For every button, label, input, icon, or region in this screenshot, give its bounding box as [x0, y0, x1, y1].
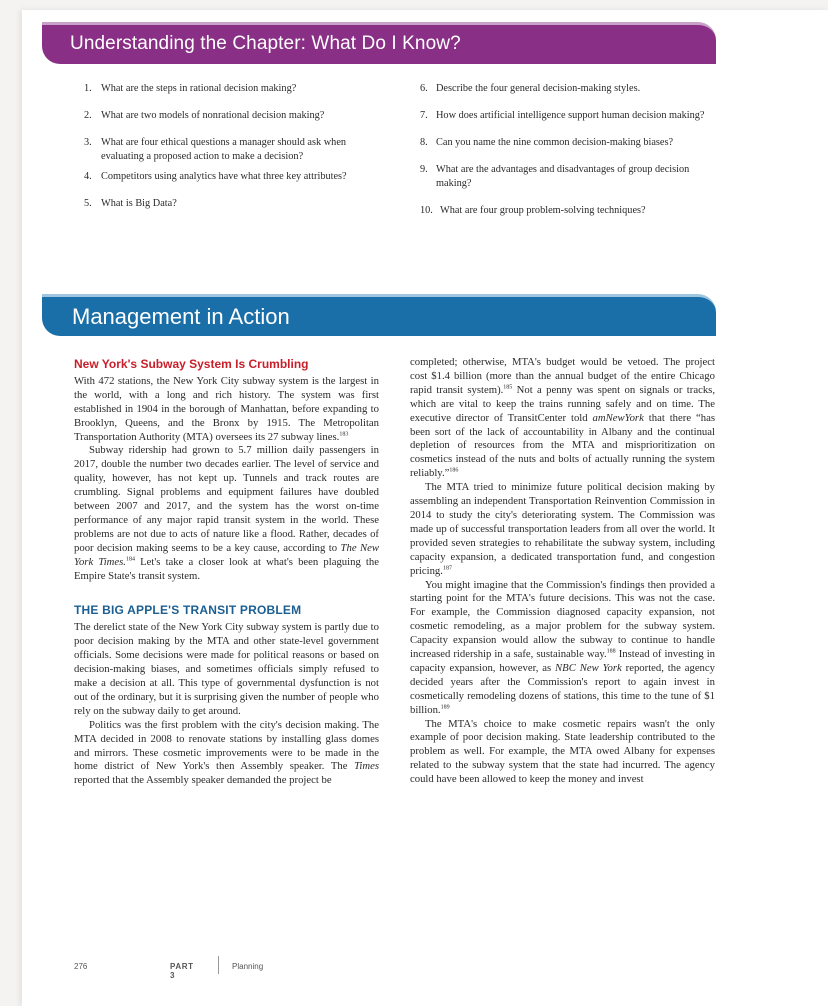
questions-right-column [420, 82, 720, 231]
questions-left-column [84, 82, 379, 224]
chapter-review-banner [42, 22, 716, 64]
management-in-action-title: Management in Action [72, 304, 290, 329]
publication-name: The New York Times. [74, 541, 380, 568]
question-number: 7. [420, 110, 428, 121]
question-number: 3. [84, 137, 92, 148]
management-in-action-banner [42, 294, 716, 336]
question-item [420, 204, 720, 218]
footnote-ref: 187 [442, 565, 452, 572]
part-label: PART 3 [170, 962, 194, 980]
question-number: 1. [84, 83, 92, 94]
article-paragraph: With 472 stations, the New York City subway system is the largest in the world, with a long and rich history. The system was first established in 1904 in the borough of Manhattan, before expanding to Brooklyn, Queens, and the Bronx by 1915. The Metropolitan Transportation Authority (MTA) oversees its 27 subway lines.$^{183}$ [74, 374, 379, 443]
question-number: 4. [84, 171, 92, 182]
question-item [84, 197, 379, 211]
article-paragraph: Politics was the first problem with the city's decision making. The MTA decided in 2008 to renovate stations by installing glass domes and mirrors. These cosmetic improvements were to be made in the home district of New York's then Assembly speaker. The Times reported that the Assembly speaker demanded the project be [74, 718, 380, 787]
question-text: What are four group problem-solving techniques? [440, 205, 646, 216]
section-label: Planning [232, 962, 264, 971]
chapter-review-title: Understanding the Chapter: What Do I Know? [70, 33, 461, 54]
article-paragraph: Subway ridership had grown to 5.7 million daily passengers in 2017, double the number two decades earlier. The level of service and quality, however, has not kept up. Tunnels and track routes are crumbling. Signal problems and equipment failures have doubled between 2007 and 2017, and the system has the worst on-time performance of any major rapid transit system in the world. These problems are not due to acts of nature like a flood. Rather, decades of poor decision making seems to be a key cause, according to The New York Times.$^{184}$ Let's take a closer look at what's been plaguing the Empire State's transit system. [74, 444, 380, 582]
footer-divider [218, 956, 219, 974]
question-text: What are four ethical questions a manager should ask when evaluating a proposed action to make a decision? [101, 137, 347, 162]
publication-name: Times [354, 760, 380, 773]
footnote-ref: 184 [125, 556, 135, 563]
publication-name: NBC New York [555, 661, 622, 674]
question-item [420, 82, 720, 96]
question-item [420, 163, 720, 191]
article-subheading: THE BIG APPLE'S TRANSIT PROBLEM [74, 602, 302, 617]
question-item [84, 170, 379, 184]
question-text: What are two models of nonrational decision making? [101, 110, 325, 121]
question-number: 2. [84, 110, 92, 121]
question-number: 8. [420, 137, 428, 148]
question-number: 5. [84, 198, 92, 209]
article-heading: New York's Subway System Is Crumbling [74, 357, 309, 371]
article-right-column [410, 356, 715, 787]
question-item [420, 136, 720, 150]
footnote-ref: 183 [339, 430, 349, 437]
publication-name: amNewYork [592, 411, 644, 424]
question-text: Can you name the nine common decision-making biases? [436, 137, 674, 148]
question-text: What is Big Data? [101, 198, 177, 209]
question-item [84, 136, 379, 164]
question-number: 9. [420, 164, 428, 175]
question-item [420, 109, 720, 123]
article-paragraph: The MTA's choice to make cosmetic repairs wasn't the only example of poor decision making. State leadership contributed to the problem as well. For example, the MTA owed Albany for expenses related to the subway system that the state had incurred. The agency could have been allowed to keep the money and invest [410, 717, 715, 786]
question-text: Competitors using analytics have what three key attributes? [101, 171, 347, 182]
footnote-ref: 189 [440, 704, 450, 711]
question-item [84, 109, 379, 123]
footnote-ref: 188 [606, 648, 616, 655]
article-paragraph: The MTA tried to minimize future political decision making by assembling an independent Transportation Reinvention Commission in 2014 to study the city's deteriorating system. The Commission was made up of successful transportation leaders from all over the world. It provided seven strategies to rehabilitate the subway system, including capacity expansion, a dedicated transportation fund, and congestion pricing.$^{187}$ [410, 481, 715, 577]
question-item [84, 82, 379, 96]
article-paragraph: completed; otherwise, MTA's budget would be vetoed. The project cost $1.4 billion (more than the annual budget of the entire Chicago rapid transit system).$^{185}$ Not a penny was spent on signals or tracks, which are vital to keep the trains running safely and on time. The executive director of TransitCenter told amNewYork that there “has been sort of the lack of accountability in Albany and the continual depletion of resources from the MTA and misprioritization on cosmetics instead of the nuts and bolts of actually running the system reliably.”$^{186}$ [410, 356, 715, 480]
article-left-column [74, 356, 379, 788]
page-number: 276 [74, 962, 88, 971]
footnote-ref: 185 [503, 384, 513, 391]
question-text: Describe the four general decision-making styles. [436, 83, 641, 94]
article-paragraph: You might imagine that the Commission's findings then provided a starting point for the MTA's future decisions. This was not the case. For example, the Commission diagnosed capacity expansion, not cosmetic remodeling, as a major problem for the subway system. Capacity expansion would allow the subway to continue to handle increased ridership in a safe, sustainable way.$^{188}$ Instead of investing in capacity expansion, however, as NBC New York reported, the agency decided years after the Commission's report to again invest in cosmetically remodeling dozens of stations, this time to the tune of $1 billion.$^{189}$ [410, 578, 716, 716]
question-number: 6. [420, 83, 428, 94]
question-number: 10. [420, 205, 433, 216]
question-text: What are the advantages and disadvantages of group decision making? [436, 164, 690, 189]
question-text: What are the steps in rational decision making? [101, 83, 297, 94]
footnote-ref: 186 [449, 467, 459, 474]
article-paragraph: The derelict state of the New York City subway system is partly due to poor decision making by the MTA and other state-level government officials. Some decisions were made for political reasons or based on decision-making biases, and sometimes officials simply refused to make a decision at all. This type of governmental dysfunction is not out of the ordinary, but it is surprising given the number of people who rely on the subway daily to get around. [74, 621, 379, 717]
question-text: How does artificial intelligence support human decision making? [436, 110, 705, 121]
